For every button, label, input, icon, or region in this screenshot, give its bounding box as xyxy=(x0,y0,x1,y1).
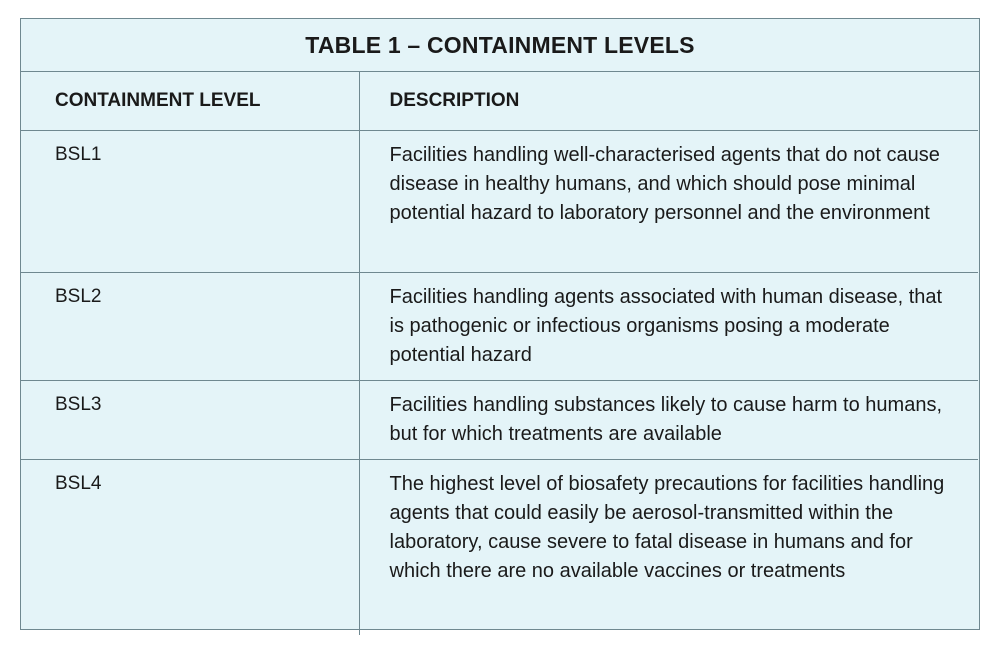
column-header-containment-level: CONTAINMENT LEVEL xyxy=(21,72,359,130)
description-cell xyxy=(359,130,978,272)
level-cell xyxy=(21,272,359,380)
table-row xyxy=(21,459,978,635)
table-title: TABLE 1 – CONTAINMENT LEVELS xyxy=(21,19,979,72)
level-cell xyxy=(21,130,359,272)
level-cell xyxy=(21,380,359,459)
table-row xyxy=(21,130,978,272)
level-label: BSL3 xyxy=(55,393,102,415)
column-header-description: DESCRIPTION xyxy=(359,72,978,130)
level-label: BSL1 xyxy=(55,143,102,165)
description-cell xyxy=(359,380,978,459)
description-cell xyxy=(359,272,978,380)
description-text: Facilities handling agents associated with human disease, that is pathogenic or infectious organisms posing a moderate potential hazard xyxy=(389,285,943,366)
table-header-row xyxy=(21,72,978,130)
table-grid xyxy=(21,72,978,635)
description-text: The highest level of biosafety precautions for facilities handling agents that could easily be aerosol-transmitted within the laboratory, cause severe to fatal disease in humans and for which there are no available vaccines or treatments xyxy=(389,472,945,582)
description-text: Facilities handling well-characterised agents that do not cause disease in healthy humans, and which should pose minimal potential hazard to laboratory personnel and the environment xyxy=(389,143,940,224)
description-text: Facilities handling substances likely to cause harm to humans, but for which treatments are available xyxy=(389,393,942,445)
level-label: BSL4 xyxy=(55,472,102,494)
level-cell xyxy=(21,459,359,635)
table-row xyxy=(21,272,978,380)
level-label: BSL2 xyxy=(55,285,102,307)
table-row xyxy=(21,380,978,459)
description-cell xyxy=(359,459,978,635)
containment-levels-table xyxy=(20,18,980,630)
